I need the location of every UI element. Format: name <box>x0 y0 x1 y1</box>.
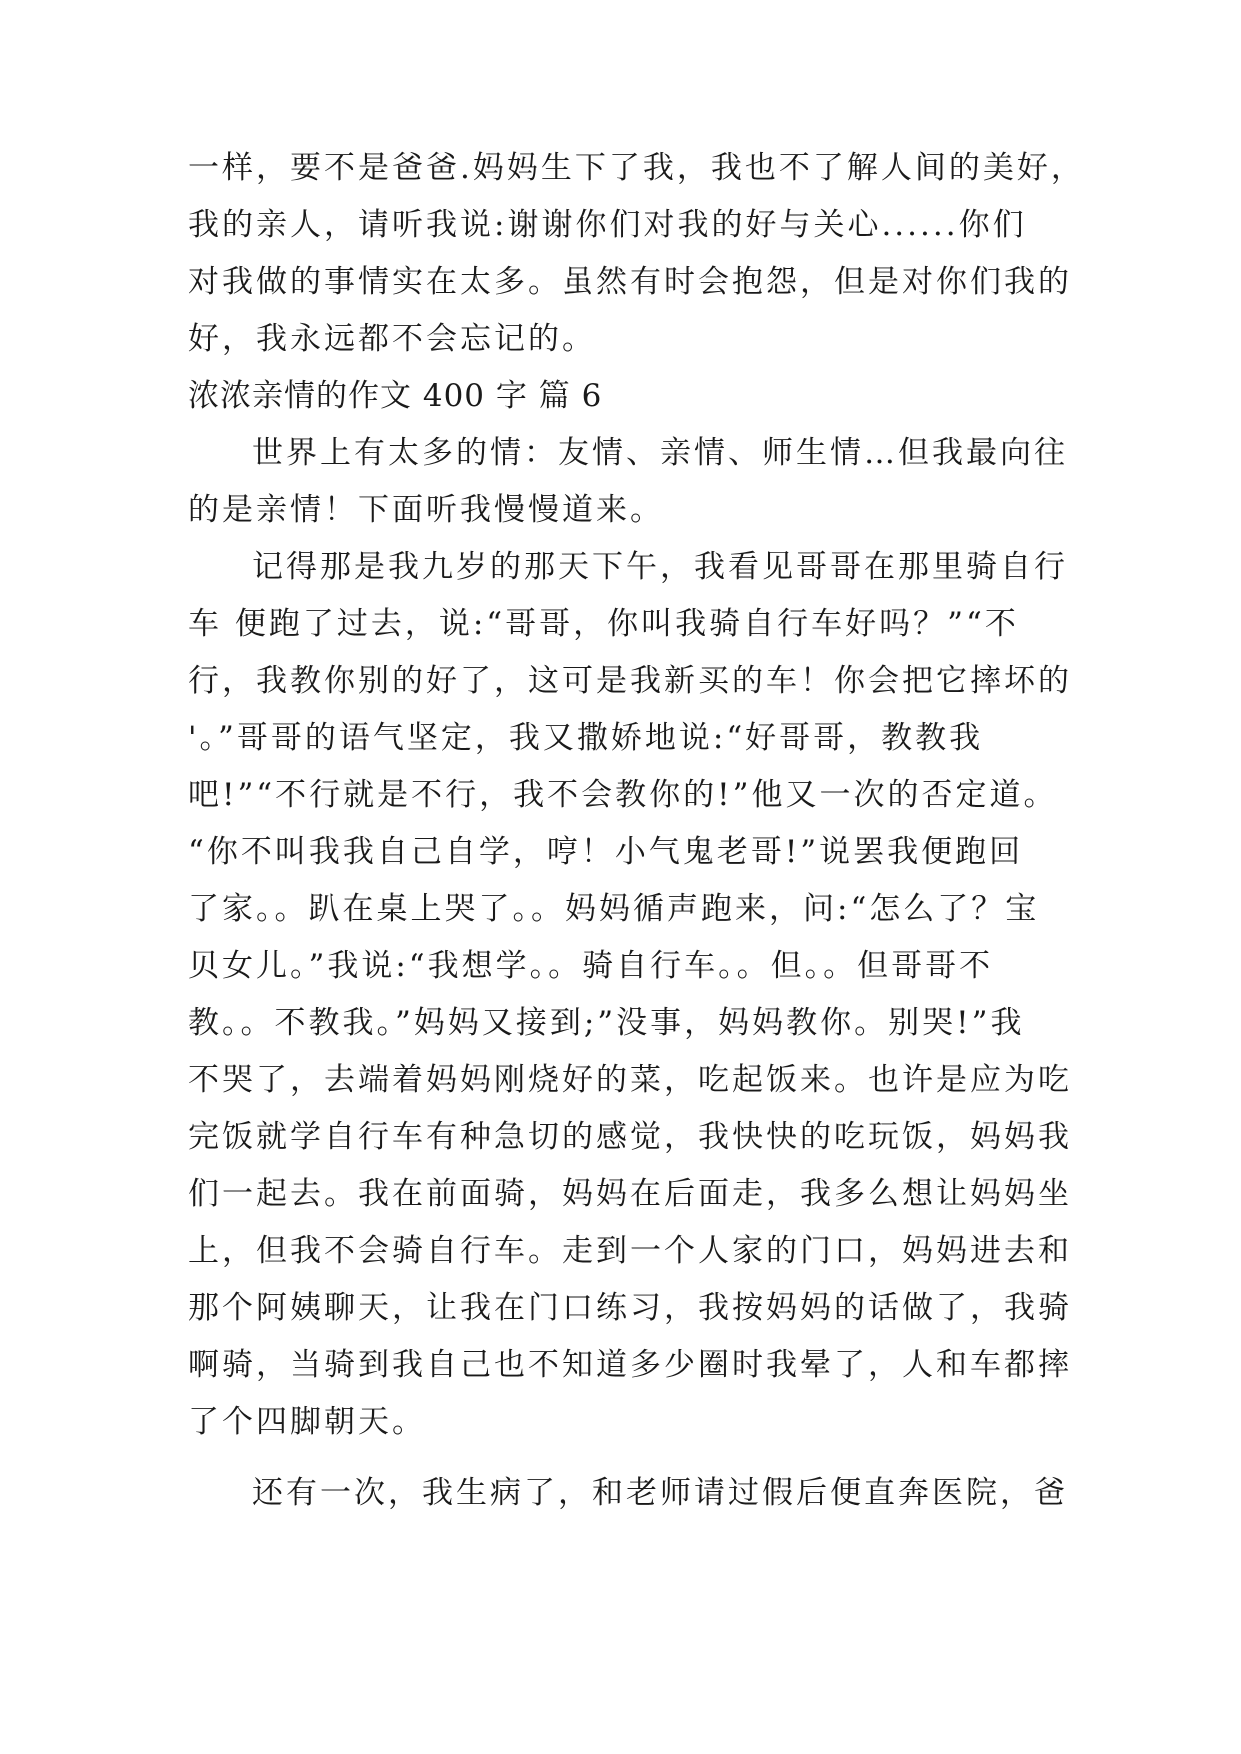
text-line: 吧!”“不行就是不行，我不会教你的!”他又一次的否定道。 <box>188 777 1058 813</box>
text-line: 好，我永远都不会忘记的。 <box>188 321 596 357</box>
text-line: 完饭就学自行车有种急切的感觉，我快快的吃玩饭，妈妈我 <box>188 1119 1072 1155</box>
text-line: 不哭了，去端着妈妈刚烧好的菜，吃起饭来。也许是应为吃 <box>188 1062 1072 1098</box>
text-line: 那个阿姨聊天，让我在门口练习，我按妈妈的话做了，我骑 <box>188 1290 1072 1326</box>
text-line: 啊骑，当骑到我自己也不知道多少圈时我晕了，人和车都摔 <box>188 1347 1072 1383</box>
text-line: 一样，要不是爸爸.妈妈生下了我，我也不了解人间的美好， <box>188 150 1085 186</box>
text-line: 教。。不教我。”妈妈又接到;”没事，妈妈教你。别哭!”我 <box>188 1005 1025 1041</box>
text-line: 了个四脚朝天。 <box>188 1404 426 1440</box>
text-line: 行，我教你别的好了，这可是我新买的车！你会把它摔坏的 <box>188 663 1072 699</box>
text-line: “你不叫我我自己自学，哼！小气鬼老哥!”说罢我便跑回 <box>188 834 1024 870</box>
text-line: 贝女儿。”我说:“我想学。。骑自行车。。但。。但哥哥不 <box>188 948 994 984</box>
text-line: 记得那是我九岁的那天下午，我看见哥哥在那里骑自行 <box>252 549 1068 585</box>
text-line: 们一起去。我在前面骑，妈妈在后面走，我多么想让妈妈坐 <box>188 1176 1072 1212</box>
text-line: 还有一次，我生病了，和老师请过假后便直奔医院，爸 <box>252 1475 1068 1511</box>
text-line: 世界上有太多的情：友情、亲情、师生情…但我最向往 <box>252 435 1068 471</box>
text-line: 车 便跑了过去，说:“哥哥，你叫我骑自行车好吗？”“不 <box>188 606 1019 642</box>
text-line: 我的亲人，请听我说:谢谢你们对我的好与关心......你们 <box>188 207 1027 243</box>
text-line: '。”哥哥的语气坚定，我又撒娇地说:“好哥哥，教教我 <box>188 720 984 756</box>
text-line: 了家。。趴在桌上哭了。。妈妈循声跑来，问:“怎么了？宝 <box>188 891 1040 927</box>
section-heading: 浓浓亲情的作文 400 字 篇 6 <box>188 378 603 414</box>
text-line: 对我做的事情实在太多。虽然有时会抱怨，但是对你们我的 <box>188 264 1072 300</box>
text-line: 的是亲情！下面听我慢慢道来。 <box>188 492 664 528</box>
text-line: 上，但我不会骑自行车。走到一个人家的门口，妈妈进去和 <box>188 1233 1072 1269</box>
